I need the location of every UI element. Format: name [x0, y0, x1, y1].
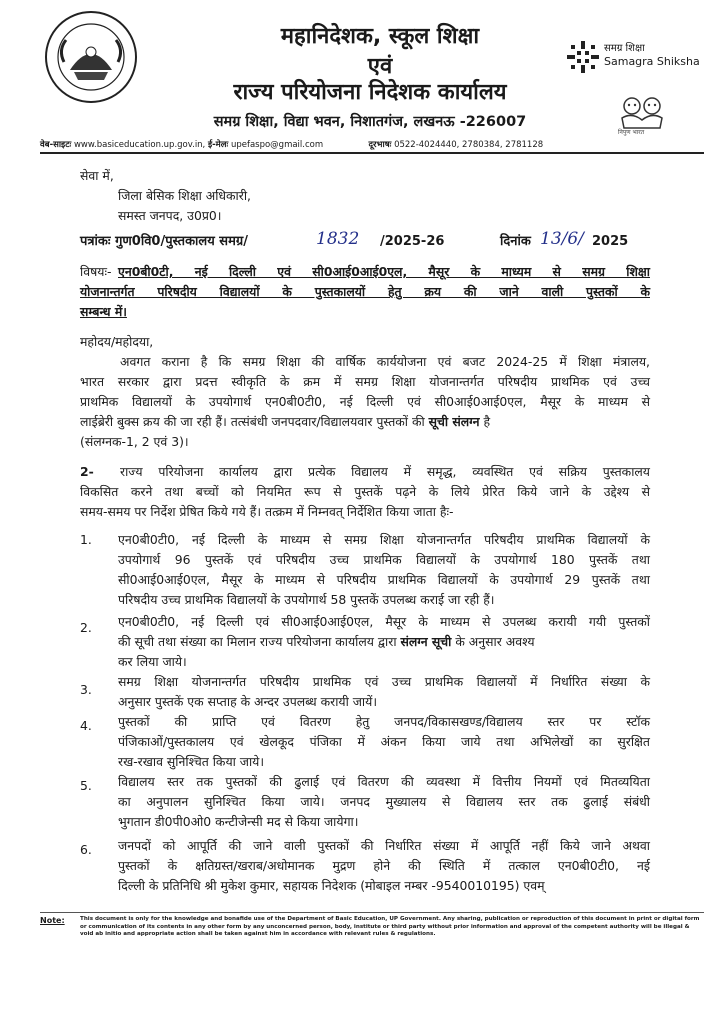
subject-line1: एन0बी0टी, नई दिल्ली एवं सी0आई0आई0एल, मैसूर के माध्यम से समग्र शिक्षा: [118, 264, 650, 279]
item-number: 2.: [80, 620, 92, 635]
reference-number: 1832: [316, 229, 360, 249]
address-recipient: जिला बेसिक शिक्षा अधिकारी,: [118, 188, 251, 203]
header-address: समग्र शिक्षा, विद्या भवन, निशातगंज, लखनऊ -226007: [213, 114, 527, 130]
footer-note-label: Note:: [40, 916, 65, 925]
contact-line: [40, 139, 700, 150]
phone-label: दूरभाषः: [368, 140, 392, 150]
para1-line4-text: लाईब्रेरी बुक्स क्रय की जा रही हैं। तत्संबंधी जनपदवार/विद्यालयवार पुस्तकों की: [80, 414, 425, 429]
address-to: सेवा में,: [80, 168, 114, 183]
email-link[interactable]: upefaspo@gmail.com: [230, 140, 324, 150]
attachment-list-emphasis: सूची संलग्न: [428, 414, 480, 429]
item5-line3: भुगतान डी0पी0ओ0 कन्टीजेन्सी मद से किया जायेगा।: [118, 814, 359, 829]
item5-line1: विद्यालय स्तर तक पुस्तकों की ढुलाई एवं वितरण की व्यवस्था में वित्तीय नियमों एवं मितव्ययिता: [118, 774, 650, 789]
date-year: 2025: [592, 234, 629, 249]
para1-line3: प्राथमिक विद्यालयों के उपयोगार्थ एन0बी0टी0, नई दिल्ली एवं सी0आई0आई0एल, मैसूर के माध्यम से: [80, 394, 650, 409]
item4-line1: पुस्तकों की प्राप्ति एवं वितरण हेतु जनपद/विकासखण्ड/विद्यालय स्तर पर स्टॉक: [118, 714, 650, 729]
item1-line3: सी0आई0आई0एल, मैसूर के माध्यम से परिषदीय प्राथमिक विद्यालयों के उपयोगार्थ 29 पुस्तकें तथा: [118, 572, 650, 587]
item2-line1: एन0बी0टी0, नई दिल्ली एवं सी0आई0आई0एल, मैसूर के माध्यम से उपलब्ध करायी गयी पुस्तकों: [118, 614, 650, 629]
reference-year: /2025-26: [380, 234, 445, 249]
item5-line2: का अनुपालन सुनिश्चित किया जाये। जनपद मुख्यालय से विद्यालय स्तर तक ढुलाई संबंधी: [118, 794, 650, 809]
nipun-bharat-logo-icon: [610, 92, 674, 132]
logo-hindi-text: समग्र शिक्षा: [604, 43, 645, 54]
item6-line3: दिल्ली के प्रतिनिधि श्री मुकेश कुमार, सहायक निदेशक (मोबाइल नम्बर -9540010195) एवम्: [118, 878, 545, 893]
item-number: 3.: [80, 682, 92, 697]
item-number: 6.: [80, 842, 92, 857]
item-number: 4.: [80, 718, 92, 733]
item-number: 5.: [80, 778, 92, 793]
attached-list-emphasis: संलग्न सूची: [400, 634, 452, 649]
para1-line2: भारत सरकार द्वारा प्रदत्त स्वीकृति के क्रम में समग्र शिक्षा योजनान्तर्गत परिषदीय प्राथमिक एवं उच्च: [80, 374, 650, 389]
header-line2: एवं: [367, 54, 393, 79]
para1-line4: [80, 412, 490, 432]
item1-line1: एन0बी0टी0, नई दिल्ली के माध्यम से समग्र शिक्षा योजनान्तर्गत परिषदीय प्राथमिक विद्यालयों के: [118, 532, 650, 547]
item1-line4: परिषदीय उच्च प्राथमिक विद्यालयों के उपयोगार्थ 58 पुस्तकें उपलब्ध कराई जा रही हैं।: [118, 592, 495, 607]
header-divider: [40, 152, 704, 154]
para1-line5: (संलग्नक-1, 2 एवं 3)।: [80, 434, 189, 449]
samagra-shiksha-logo-text: [604, 42, 700, 68]
phone-number: 0522-4024440, 2780384, 2781128: [394, 140, 544, 150]
nipun-bharat-text: निपुण भारत: [618, 129, 645, 136]
item-number: 1.: [80, 532, 92, 547]
logo-english-text: Samagra Shiksha: [604, 55, 700, 68]
subject-line3: सम्बन्ध में।: [80, 304, 127, 319]
email-label: ई-मेलः: [207, 140, 229, 150]
para1-line4-end: है: [483, 414, 491, 429]
date-handwritten: 13/6/: [540, 229, 584, 249]
item4-line3: रख-रखाव सुनिश्चित किया जाये।: [118, 754, 265, 769]
header-line3: राज्य परियोजना निदेशक कार्यालय: [233, 80, 507, 105]
reference-label: पत्रांकः गुण0वि0/पुस्तकालय समग्र/: [80, 234, 248, 249]
para2-number: 2-: [80, 464, 94, 479]
footer-divider: [40, 912, 704, 913]
para1-line1: अवगत कराना है कि समग्र शिक्षा की वार्षिक कार्ययोजना एवं बजट 2024-25 में शिक्षा मंत्रालय,: [120, 354, 650, 369]
address-districts: समस्त जनपद, उ0प्र0।: [118, 208, 222, 223]
item2-line2-end: के अनुसार अवश्य: [455, 634, 535, 649]
header-line1: महानिदेशक, स्कूल शिक्षा: [280, 24, 480, 49]
item1-line2: उपयोगार्थ 96 पुस्तकें एवं परिषदीय उच्च प्राथमिक विद्यालयों के उपयोगार्थ 180 पुस्तकें तथा: [118, 552, 650, 567]
samagra-shiksha-logo-icon: [566, 40, 600, 74]
subject-line2: योजनान्तर्गत परिषदीय विद्यालयों के पुस्तकालयों हेतु क्रय की जाने वाली पुस्तकों के: [80, 284, 650, 299]
para2-line2: विकसित करने तथा बच्चों को नियमित रूप से पुस्तकें पढ़ने के लिये प्रेरित किये जाने के उद्देश्य से: [80, 484, 650, 499]
subject-label: विषयः-: [80, 264, 112, 279]
item3-line2: अनुसार पुस्तकें एक सप्ताह के अन्दर उपलब्ध करायी जायें।: [118, 694, 378, 709]
item3-line1: समग्र शिक्षा योजनान्तर्गत परिषदीय प्राथमिक एवं उच्च प्राथमिक विद्यालयों में निर्धारित संख्या के: [118, 674, 650, 689]
item2-line3: कर लिया जाये।: [118, 654, 187, 669]
item4-line2: पंजिकाओं/पुस्तकालय एवं खेलकूद पंजिका में अंकन किया जाये तथा अभिलेखों का सुरक्षित: [118, 734, 650, 749]
website-label: वेब-साइटः: [40, 140, 72, 150]
para2-line1: राज्य परियोजना कार्यालय द्वारा प्रत्येक विद्यालय में समृद्ध, व्यवस्थित एवं सक्रिय पुस्तकालय: [120, 464, 650, 479]
website-link[interactable]: www.basiceducation.up.gov.in,: [73, 140, 206, 150]
footer-note-text: This document is only for the knowledge and bonafide use of the Department of Basic Education, UP Government. Any sharing, publication or reproduction of this document in print or digital form or communication of its contents in any other form by any unconcerned person, body, institute or third party without prior information and approval of the competent authority will be illegal & void ab initio and appropriate action shall be taken against him in accordance with relevant rules & regulations.: [80, 916, 700, 938]
para2-line3: समय-समय पर निर्देश प्रेषित किये गये हैं। तत्क्रम में निम्नवत् निर्देशित किया जाता हैः-: [80, 504, 454, 519]
item6-line2: पुस्तकों के क्षतिग्रस्त/खराब/अधोमानक मुद्रण होने की स्थिति में तत्काल एन0बी0टी0, नई: [118, 858, 650, 873]
item2-line2-text: की सूची तथा संख्या का मिलान राज्य परियोजना कार्यालय द्वारा: [118, 634, 397, 649]
item2-line2: [118, 632, 535, 652]
item6-line1: जनपदों को आपूर्ति की जाने वाली पुस्तकों की निर्धारित संख्या में आपूर्ति नहीं किये जाने अथवा: [118, 838, 650, 853]
up-government-seal-icon: [44, 10, 138, 104]
salutation: महोदय/महोदया,: [80, 334, 154, 349]
date-label: दिनांक: [500, 234, 531, 249]
